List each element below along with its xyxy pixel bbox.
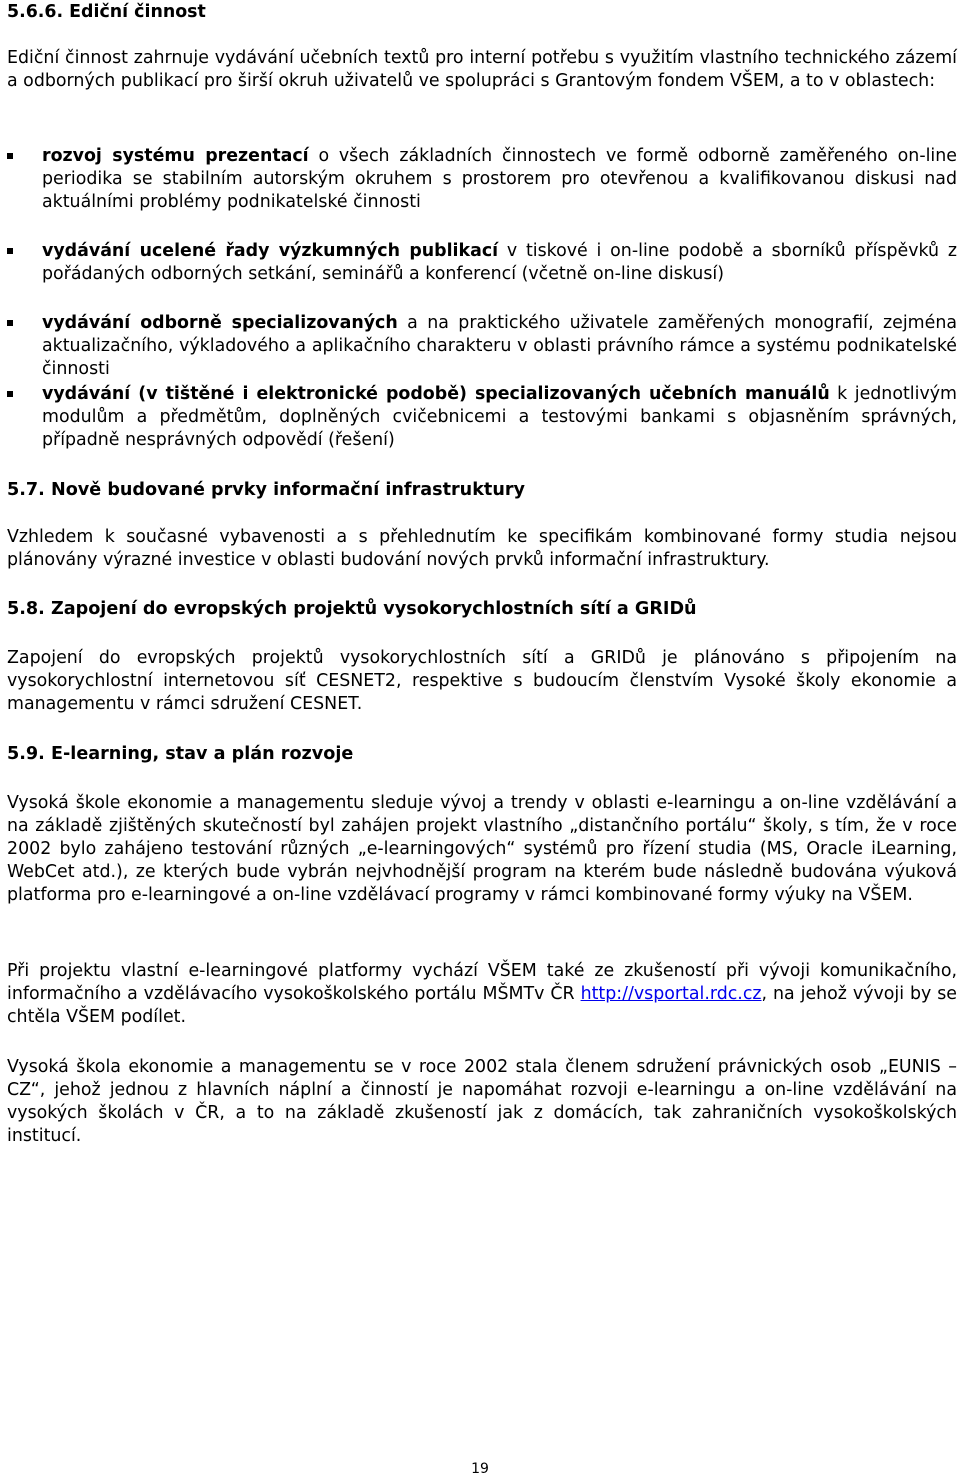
- square-bullet-icon: [7, 320, 13, 326]
- bullet-rest: o všech základních činnostech ve formě odborně zaměřeného on-line periodika se stabilním autorským okruhem s prostorem pro otevřenou a kvalifikovanou diskusi nad aktuálními problémy podnikatelské činnosti: [42, 146, 957, 212]
- square-bullet-icon: [7, 248, 13, 254]
- bullet-bold: vydávání odborně specializovaných: [42, 313, 398, 333]
- paragraph-text: Vysoká škole ekonomie a managementu sleduje vývoj a trendy v oblasti e-learningu a on-line vzdělávání a na základě zjištěných skutečností byl zahájen projekt vlastního „distančního portálu“ školy, s tím, že v roce 2002 bylo zahájeno testování různých „e-learningových“ systémů pro řízení studia (MS, Oracle iLearning, WebCet atd.), ze kterých bude vybrán nejvhodnější program na kterém bude následně budována výuková platforma pro e-learningové a on-line vzdělávací programy v rámci kombinované formy výuky na VŠEM.: [7, 793, 957, 905]
- paragraph-text: Vzhledem k současné vybavenosti a s přehlednutím ke specifikám kombinované formy studia nejsou plánovány výrazné investice v oblasti budování nových prvků informační infrastruktury.: [7, 527, 957, 570]
- intro-text: Ediční činnost zahrnuje vydávání učebních textů pro interní potřebu s využitím vlastního technického zázemí a odborných publikací pro širší okruh uživatelů ve spolupráci s Grantovým fondem VŠEM, a to v oblastech:: [7, 48, 957, 91]
- paragraph-text: Vysoká škola ekonomie a managementu se v roce 2002 stala členem sdružení právnických osob „EUNIS – CZ“, jehož jednou z hlavních náplní a činností je napomáhat rozvoji e-learningu a on-line vzdělávání na vysokých školách v ČR, a to na základě zkušeností jak z domácích, tak zahraničních vysokoškolských institucí.: [7, 1057, 957, 1146]
- paragraph-text: [7, 960, 957, 1029]
- square-bullet-icon: [7, 153, 13, 159]
- square-bullet-icon: [7, 391, 13, 397]
- bullet-item-2: [7, 240, 957, 286]
- heading-5-9: 5.9. E-learning, stav a plán rozvoje: [7, 744, 354, 764]
- paragraph-text: Zapojení do evropských projektů vysokorychlostních sítí a GRIDů je plánováno s připojením na vysokorychlostní internetovou síť CESNET2, respektive s budoucím členstvím Vysoké školy ekonomie a managementu v rámci sdružení CESNET.: [7, 648, 957, 714]
- heading-5-8: 5.8. Zapojení do evropských projektů vysokorychlostních sítí a GRIDů: [7, 599, 697, 619]
- bullet-item-3: [7, 312, 957, 381]
- bullet-item-1: [7, 145, 957, 214]
- section-5-7-paragraph: [7, 526, 957, 572]
- vsportal-link[interactable]: http://vsportal.rdc.cz: [580, 984, 762, 1004]
- paragraph-text-pre: Při projektu vlastní e-learningové platformy vychází VŠEM také ze zkušeností při vývoji komunikačního, informačního a vzdělávacího vysokoškolského portálu MŠMTv ČR: [7, 961, 957, 1004]
- bullet-rest: k jednotlivým modulům a předmětům, doplněných cvičebnicemi a testovými bankami s objasněním správných, případně nesprávných odpovědí (řešení): [42, 384, 957, 450]
- section-5-9-paragraph-3: [7, 1056, 957, 1148]
- bullet-text: [42, 240, 957, 286]
- section-5-9-paragraph-2: [7, 960, 957, 1029]
- bullet-rest: v tiskové i on-line podobě a sborníků příspěvků z pořádaných odborných setkání, seminářů a konferencí (včetně on-line diskusí): [42, 241, 957, 284]
- bullet-text: [42, 383, 957, 452]
- bullet-bold: rozvoj systému prezentací: [42, 146, 309, 166]
- bullet-bold: vydávání (v tištěné i elektronické podobě) specializovaných učebních manuálů: [42, 384, 830, 404]
- section-5-8-paragraph: [7, 647, 957, 716]
- page-number: 19: [471, 1461, 489, 1477]
- heading-5-6-6: 5.6.6. Ediční činnost: [7, 2, 206, 22]
- bullet-rest: a na praktického uživatele zaměřených monografií, zejména aktualizačního, výkladového a aplikačního charakteru v oblasti právního rámce a systému podnikatelské činnosti: [42, 313, 957, 379]
- bullet-item-4: [7, 383, 957, 452]
- paragraph-text-post: , na jehož vývoji by se chtěla VŠEM podílet.: [7, 984, 957, 1027]
- bullet-bold: vydávání ucelené řady výzkumných publikací: [42, 241, 499, 261]
- heading-5-7: 5.7. Nově budované prvky informační infrastruktury: [7, 480, 525, 500]
- section-5-9-paragraph-1: [7, 792, 957, 907]
- intro-paragraph: [7, 47, 957, 93]
- bullet-text: [42, 145, 957, 214]
- bullet-text: [42, 312, 957, 381]
